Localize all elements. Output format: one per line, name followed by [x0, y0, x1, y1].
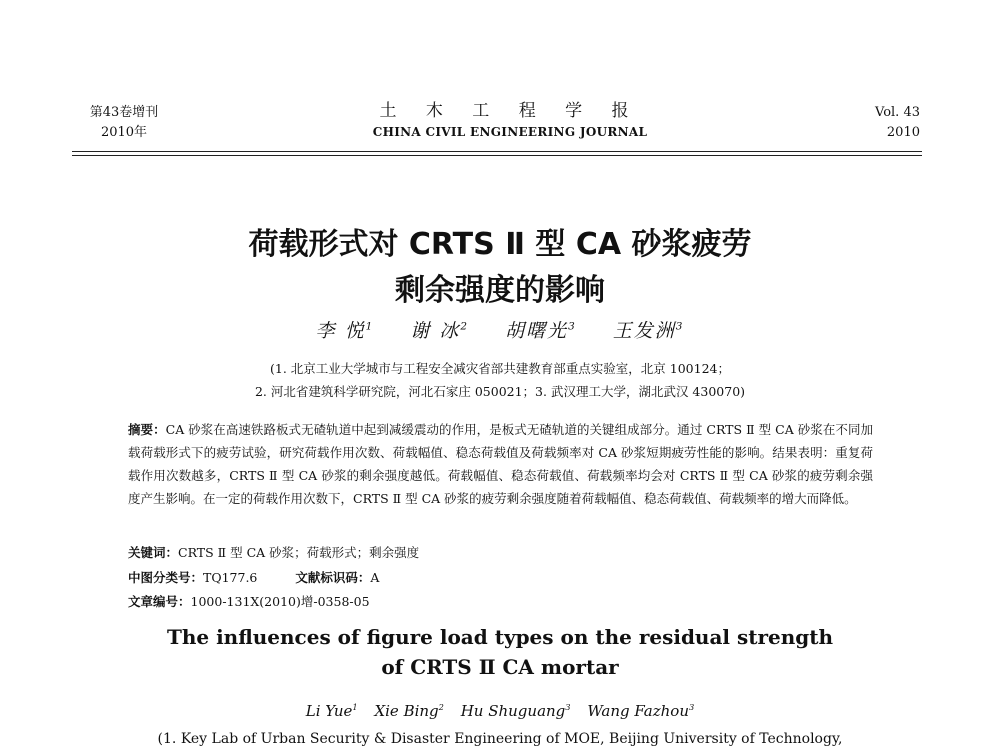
author-name: 王发洲 — [612, 320, 676, 342]
author-cn — [316, 320, 375, 342]
author-cn — [613, 320, 685, 342]
keywords-text: CRTS Ⅱ 型 CA 砂浆；荷载形式；剩余强度 — [178, 545, 420, 560]
title-cn-line2: 剩余强度的影响 — [395, 273, 605, 308]
author-name: Xie Bing — [374, 702, 439, 720]
title-cn-line1: 荷载形式对 CRTS Ⅱ 型 CA 砂浆疲劳 — [248, 227, 752, 262]
article-number-label: 文章编号： — [128, 594, 191, 609]
header-rule-thick — [72, 151, 922, 152]
journal-volume-info — [875, 103, 920, 143]
volume-en: Vol. 43 — [875, 105, 920, 120]
affiliation-cn-line2: 2. 河北省建筑科学研究院，河北石家庄 050021；3. 武汉理工大学，湖北武汉 430070) — [254, 384, 746, 399]
classification-line — [128, 568, 379, 588]
author-list-en — [100, 700, 900, 722]
clc-value: TQ177.6 — [203, 570, 258, 585]
author-en — [374, 702, 443, 720]
title-en-line2: of CRTS Ⅱ CA mortar — [381, 655, 619, 679]
affiliation-mark: 3 — [675, 320, 685, 333]
header-rule-thin — [72, 155, 922, 156]
abstract-text: CA 砂浆在高速铁路板式无碴轨道中起到减缓震动的作用，是板式无碴轨道的关键组成部分。通过 CRTS Ⅱ 型 CA 砂浆在不同加载荷载形式下的疲劳试验，研究荷载作用次数、荷载幅值、稳态荷载值及荷载频率对 CA 砂浆短期疲劳性能的影响。结果表明：重复荷载作用次数越多，CRTS Ⅱ 型 CA 砂浆的剩余强度越低。荷载幅值、稳态荷载值、荷载频率均会对 CRTS Ⅱ 型 CA 砂浆的疲劳剩余强度产生影响。在一定的荷载作用次数下，CRTS Ⅱ 型 CA 砂浆的疲劳剩余强度随着荷载幅值、稳态荷载值、荷载频率的增大而降低。 — [128, 422, 873, 506]
keywords-label: 关键词： — [128, 545, 179, 560]
affiliation-mark: 1 — [352, 702, 358, 712]
author-en — [587, 702, 694, 720]
abstract-cn — [128, 418, 873, 510]
clc-label: 中图分类号： — [128, 570, 204, 585]
year-en: 2010 — [886, 125, 920, 140]
affiliation-mark: 3 — [565, 702, 571, 712]
volume-issue-cn: 第43卷增刊 — [89, 105, 159, 120]
title-en-line1: The influences of figure load types on the residual strength — [166, 625, 834, 649]
affiliation-mark: 3 — [689, 702, 695, 712]
article-number — [128, 592, 370, 612]
author-name: 李 悦 — [315, 320, 366, 342]
affiliation-cn-line1: (1. 北京工业大学城市与工程安全减灾省部共建教育部重点实验室，北京 100124； — [270, 361, 730, 376]
affiliation-en-line1: (1. Key Lab of Urban Security & Disaster Engineering of MOE, Beijing University of Technology, — [157, 731, 843, 747]
journal-name-cn: 土 木 工 程 学 报 — [379, 101, 641, 121]
affiliation-mark: 2 — [438, 702, 444, 712]
author-name: 胡曙光 — [505, 320, 569, 342]
affiliations-cn — [100, 357, 900, 403]
author-cn — [410, 320, 469, 342]
doc-code-label: 文献标识码： — [295, 570, 371, 585]
journal-name — [300, 100, 720, 142]
author-name: Li Yue — [305, 702, 353, 720]
journal-issue-info — [84, 103, 164, 143]
keywords-cn — [128, 543, 419, 563]
author-name: 谢 冰 — [410, 320, 461, 342]
author-en — [306, 702, 358, 720]
paper-title-cn — [100, 222, 900, 314]
author-name: Hu Shuguang — [460, 702, 566, 720]
article-number-value: 1000-131X(2010)增-0358-05 — [190, 594, 370, 609]
year-cn: 2010年 — [100, 125, 148, 140]
author-list-cn — [100, 318, 900, 344]
affiliation-mark: 1 — [365, 320, 375, 333]
author-cn — [505, 320, 577, 342]
abstract-label: 摘要： — [128, 422, 166, 437]
doc-code-value: A — [370, 570, 380, 585]
affiliation-mark: 2 — [460, 320, 469, 333]
affiliation-mark: 3 — [568, 320, 577, 333]
paper-title-en — [100, 622, 900, 682]
author-name: Wang Fazhou — [587, 702, 689, 720]
journal-name-en: CHINA CIVIL ENGINEERING JOURNAL — [372, 125, 648, 139]
author-en — [461, 702, 571, 720]
